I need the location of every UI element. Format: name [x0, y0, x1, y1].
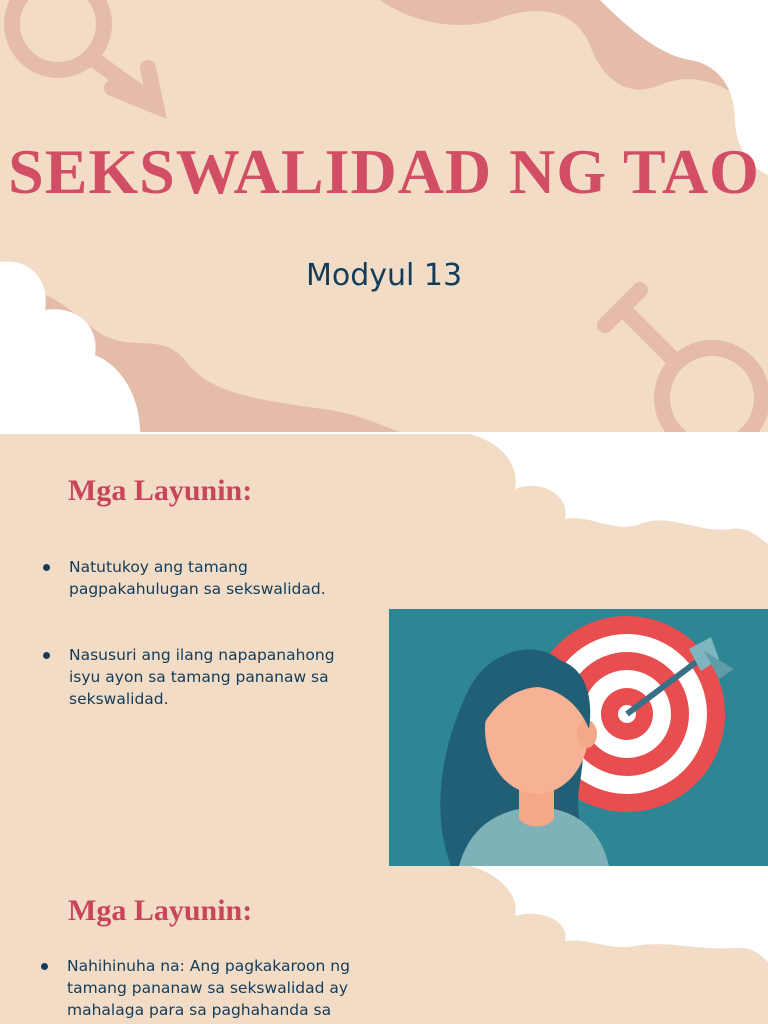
objectives-list — [39, 955, 359, 1021]
presentation-title: SEKSWALIDAD NG TAO — [8, 136, 760, 207]
male-symbol-icon — [12, 0, 156, 106]
objectives-heading: Mga Layunin: — [68, 474, 253, 507]
list-item: Nasusuri ang ilang napapanahong isyu ayon sa tamang pananaw sa sekswalidad. — [41, 644, 341, 710]
female-symbol-icon — [605, 290, 762, 432]
module-subtitle: Modyul 13 — [305, 258, 463, 293]
objectives-list — [41, 556, 341, 710]
list-item: Natutukoy ang tamang pagpakahulugan sa sekswalidad. — [41, 556, 341, 600]
list-item: Nahihinuha na: Ang pagkakaroon ng tamang pananaw sa sekswalidad ay mahalaga para sa paghahanda sa — [39, 955, 359, 1021]
objectives-heading: Mga Layunin: — [68, 894, 253, 927]
woman-target-arrow-icon — [389, 609, 768, 866]
title-slide — [0, 0, 768, 432]
objectives-slide-2 — [0, 866, 768, 1024]
objectives-slide — [0, 434, 768, 866]
decorative-background — [0, 0, 768, 432]
